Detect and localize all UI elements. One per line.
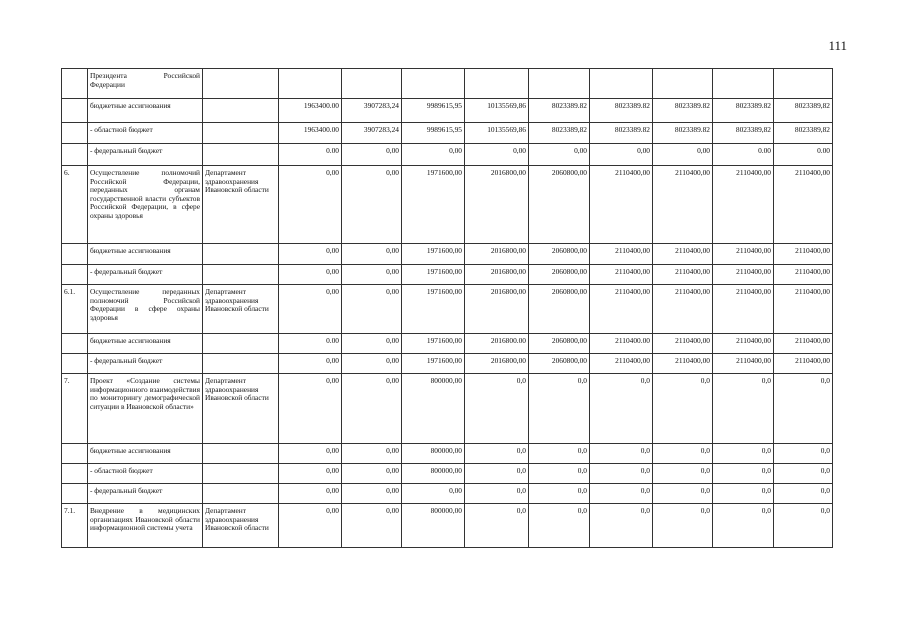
amount-cell: 0,0: [713, 464, 774, 484]
item-name-cell: - федеральный бюджет: [88, 265, 203, 285]
table-row: [62, 166, 833, 244]
amount-cell: 0,00: [529, 144, 590, 166]
table-row: [62, 374, 833, 444]
amount-cell: 0,0: [529, 484, 590, 504]
amount-cell: 1971600,00: [402, 244, 465, 265]
amount-cell: 2110400,00: [590, 244, 653, 265]
amount-cell: 1963400.00: [279, 99, 342, 123]
amount-cell: 2060800,00: [529, 354, 590, 374]
amount-cell: 0,0: [529, 374, 590, 444]
amount-cell: 0,0: [590, 504, 653, 548]
department-cell: [203, 99, 279, 123]
amount-cell: 2016800,00: [465, 166, 529, 244]
amount-cell: 0.00: [774, 144, 833, 166]
amount-cell: 2016800,00: [465, 354, 529, 374]
row-number-cell: [62, 265, 88, 285]
table-row: [62, 334, 833, 354]
amount-cell: 8023389.82: [653, 99, 713, 123]
amount-cell: 0,00: [342, 265, 402, 285]
table-row: [62, 265, 833, 285]
department-cell: [203, 444, 279, 464]
amount-cell: 9989615,95: [402, 123, 465, 144]
amount-cell: 0,00: [342, 285, 402, 334]
amount-cell: 2016800.00: [465, 334, 529, 354]
amount-cell: 0,00: [342, 444, 402, 464]
amount-cell: 8023389,82: [774, 99, 833, 123]
amount-cell: 0.00: [713, 144, 774, 166]
amount-cell: 8023389,82: [713, 123, 774, 144]
amount-cell: 8023389.82: [590, 99, 653, 123]
amount-cell: 0,00: [279, 244, 342, 265]
row-number-cell: [62, 144, 88, 166]
amount-cell: 0,0: [465, 484, 529, 504]
amount-cell: 2060800,00: [529, 166, 590, 244]
amount-cell: 0,0: [465, 504, 529, 548]
amount-cell: 8023389.82: [590, 123, 653, 144]
department-cell: Департамент здравоохранения Ивановской области: [203, 374, 279, 444]
amount-cell: 2110400,00: [774, 244, 833, 265]
amount-cell: 0,0: [653, 444, 713, 464]
amount-cell: 2110400,00: [774, 265, 833, 285]
amount-cell: 0,00: [402, 144, 465, 166]
amount-cell: 0,0: [774, 464, 833, 484]
amount-cell: [713, 69, 774, 99]
amount-cell: 10135569,86: [465, 99, 529, 123]
amount-cell: 2060800,00: [529, 265, 590, 285]
amount-cell: 2110400,00: [774, 354, 833, 374]
amount-cell: 0,00: [342, 244, 402, 265]
amount-cell: 2110400,00: [590, 285, 653, 334]
amount-cell: 2016800,00: [465, 285, 529, 334]
amount-cell: 0,0: [653, 484, 713, 504]
row-number-cell: 7.: [62, 374, 88, 444]
amount-cell: 0,00: [279, 265, 342, 285]
amount-cell: 2110400,00: [590, 166, 653, 244]
table-row: [62, 144, 833, 166]
amount-cell: 0,0: [774, 374, 833, 444]
amount-cell: 0,0: [590, 464, 653, 484]
amount-cell: 0,0: [529, 464, 590, 484]
department-cell: [203, 484, 279, 504]
row-number-cell: 6.: [62, 166, 88, 244]
amount-cell: 8023389.82: [529, 99, 590, 123]
table-row: [62, 354, 833, 374]
row-number-cell: [62, 444, 88, 464]
amount-cell: 0,00: [342, 354, 402, 374]
amount-cell: 2110400,00: [713, 285, 774, 334]
amount-cell: [774, 69, 833, 99]
amount-cell: 0,00: [342, 464, 402, 484]
amount-cell: 2060800,00: [529, 285, 590, 334]
amount-cell: 0,0: [713, 444, 774, 464]
amount-cell: 0,0: [465, 444, 529, 464]
table-row: [62, 504, 833, 548]
item-name-cell: бюджетные ассигнования: [88, 444, 203, 464]
amount-cell: 0,00: [279, 354, 342, 374]
amount-cell: 800000,00: [402, 504, 465, 548]
amount-cell: [529, 69, 590, 99]
item-name-cell: - федеральный бюджет: [88, 354, 203, 374]
item-name-cell: - федеральный бюджет: [88, 484, 203, 504]
amount-cell: 0,0: [465, 374, 529, 444]
amount-cell: 0,0: [653, 374, 713, 444]
amount-cell: 0,0: [590, 484, 653, 504]
amount-cell: 2110400,00: [653, 334, 713, 354]
amount-cell: 0,00: [342, 374, 402, 444]
amount-cell: 0,0: [590, 374, 653, 444]
department-cell: [203, 69, 279, 99]
amount-cell: 2110400,00: [713, 265, 774, 285]
amount-cell: 1971600,00: [402, 354, 465, 374]
amount-cell: 0,00: [279, 285, 342, 334]
amount-cell: 0,00: [342, 484, 402, 504]
row-number-cell: [62, 334, 88, 354]
amount-cell: 9989615,95: [402, 99, 465, 123]
item-name-cell: бюджетные ассигнования: [88, 244, 203, 265]
department-cell: [203, 244, 279, 265]
amount-cell: 0,00: [465, 144, 529, 166]
item-name-cell: Внедрение в медицинских организациях Ивановской области информационной системы учета: [88, 504, 203, 548]
amount-cell: 0,00: [342, 144, 402, 166]
amount-cell: 0,00: [279, 464, 342, 484]
table-row: [62, 464, 833, 484]
amount-cell: 2110400,00: [590, 354, 653, 374]
amount-cell: [590, 69, 653, 99]
row-number-cell: [62, 244, 88, 265]
amount-cell: 0,0: [529, 504, 590, 548]
row-number-cell: [62, 99, 88, 123]
department-cell: [203, 265, 279, 285]
amount-cell: 2110400,00: [774, 285, 833, 334]
amount-cell: 0.00: [279, 144, 342, 166]
amount-cell: 8023389,82: [529, 123, 590, 144]
amount-cell: 0,0: [713, 374, 774, 444]
table-row: [62, 244, 833, 265]
amount-cell: 0,00: [342, 504, 402, 548]
table-row: [62, 484, 833, 504]
department-cell: [203, 123, 279, 144]
amount-cell: 1963400.00: [279, 123, 342, 144]
item-name-cell: Осуществление переданных полномочий Российской Федерации в сфере охраны здоровья: [88, 285, 203, 334]
row-number-cell: [62, 484, 88, 504]
item-name-cell: - областной бюджет: [88, 123, 203, 144]
row-number-cell: [62, 354, 88, 374]
table-row: [62, 99, 833, 123]
amount-cell: 2110400,00: [653, 354, 713, 374]
row-number-cell: 6.1.: [62, 285, 88, 334]
amount-cell: 8023389,82: [774, 123, 833, 144]
item-name-cell: Осуществление полномочий Российской Федерации, переданных органам государственной власти субъектов Российской Федерации, в сфере охраны здоровья: [88, 166, 203, 244]
amount-cell: 0,0: [713, 484, 774, 504]
department-cell: [203, 334, 279, 354]
amount-cell: 0,00: [402, 484, 465, 504]
department-cell: [203, 464, 279, 484]
amount-cell: [465, 69, 529, 99]
amount-cell: 0,0: [529, 444, 590, 464]
amount-cell: [653, 69, 713, 99]
amount-cell: 2060800,00: [529, 244, 590, 265]
table-row: [62, 285, 833, 334]
row-number-cell: 7.1.: [62, 504, 88, 548]
amount-cell: 1971600,00: [402, 334, 465, 354]
item-name-cell: - областной бюджет: [88, 464, 203, 484]
amount-cell: [279, 69, 342, 99]
budget-table: [61, 68, 833, 548]
amount-cell: 2110400,00: [590, 265, 653, 285]
amount-cell: 2110400,00: [653, 244, 713, 265]
amount-cell: 2110400,00: [713, 334, 774, 354]
row-number-cell: [62, 69, 88, 99]
amount-cell: 0,0: [653, 504, 713, 548]
amount-cell: 3907283,24: [342, 99, 402, 123]
amount-cell: 0,0: [774, 444, 833, 464]
amount-cell: 2060800,00: [529, 334, 590, 354]
amount-cell: 1971600,00: [402, 265, 465, 285]
amount-cell: 0,00: [590, 144, 653, 166]
page-number: 111: [828, 38, 847, 53]
amount-cell: 0,00: [653, 144, 713, 166]
amount-cell: 2016800,00: [465, 244, 529, 265]
item-name-cell: - федеральный бюджет: [88, 144, 203, 166]
item-name-cell: бюджетные ассигнования: [88, 334, 203, 354]
amount-cell: 0,00: [279, 374, 342, 444]
amount-cell: 2110400,00: [774, 166, 833, 244]
item-name-cell: бюджетные ассигнования: [88, 99, 203, 123]
amount-cell: 0,00: [342, 166, 402, 244]
amount-cell: 0,00: [342, 334, 402, 354]
department-cell: [203, 354, 279, 374]
amount-cell: 1971600,00: [402, 166, 465, 244]
amount-cell: 0,00: [279, 504, 342, 548]
table-row: [62, 444, 833, 464]
amount-cell: 2110400,00: [653, 265, 713, 285]
amount-cell: 0,0: [465, 464, 529, 484]
amount-cell: 0,00: [279, 444, 342, 464]
amount-cell: 1971600,00: [402, 285, 465, 334]
row-number-cell: [62, 123, 88, 144]
amount-cell: 2110400,00: [774, 334, 833, 354]
amount-cell: 0,00: [279, 484, 342, 504]
amount-cell: [342, 69, 402, 99]
amount-cell: 8023389.82: [713, 99, 774, 123]
amount-cell: 2016800,00: [465, 265, 529, 285]
item-name-cell: Президента Российской Федерации: [88, 69, 203, 99]
amount-cell: 0,0: [774, 504, 833, 548]
amount-cell: 2110400,00: [713, 244, 774, 265]
amount-cell: 0,0: [713, 504, 774, 548]
amount-cell: 2110400.00: [590, 334, 653, 354]
item-name-cell: Проект «Создание системы информационного взаимодействия по мониторингу демографической ситуации в Ивановской области»: [88, 374, 203, 444]
amount-cell: 0,0: [590, 444, 653, 464]
department-cell: Департамент здравоохранения Ивановской области: [203, 285, 279, 334]
amount-cell: 2110400,00: [713, 354, 774, 374]
amount-cell: [402, 69, 465, 99]
department-cell: [203, 144, 279, 166]
amount-cell: 800000,00: [402, 464, 465, 484]
amount-cell: 0,0: [774, 484, 833, 504]
amount-cell: 2110400,00: [653, 285, 713, 334]
amount-cell: 0,00: [279, 166, 342, 244]
department-cell: Департамент здравоохранения Ивановской области: [203, 504, 279, 548]
table-row: [62, 69, 833, 99]
amount-cell: 3907283,24: [342, 123, 402, 144]
amount-cell: 2110400,00: [653, 166, 713, 244]
row-number-cell: [62, 464, 88, 484]
amount-cell: 800000,00: [402, 374, 465, 444]
amount-cell: 10135569,86: [465, 123, 529, 144]
table-row: [62, 123, 833, 144]
amount-cell: 800000,00: [402, 444, 465, 464]
amount-cell: 0.00: [279, 334, 342, 354]
amount-cell: 2110400,00: [713, 166, 774, 244]
amount-cell: 0,0: [653, 464, 713, 484]
amount-cell: 8023389.82: [653, 123, 713, 144]
department-cell: Департамент здравоохранения Ивановской области: [203, 166, 279, 244]
